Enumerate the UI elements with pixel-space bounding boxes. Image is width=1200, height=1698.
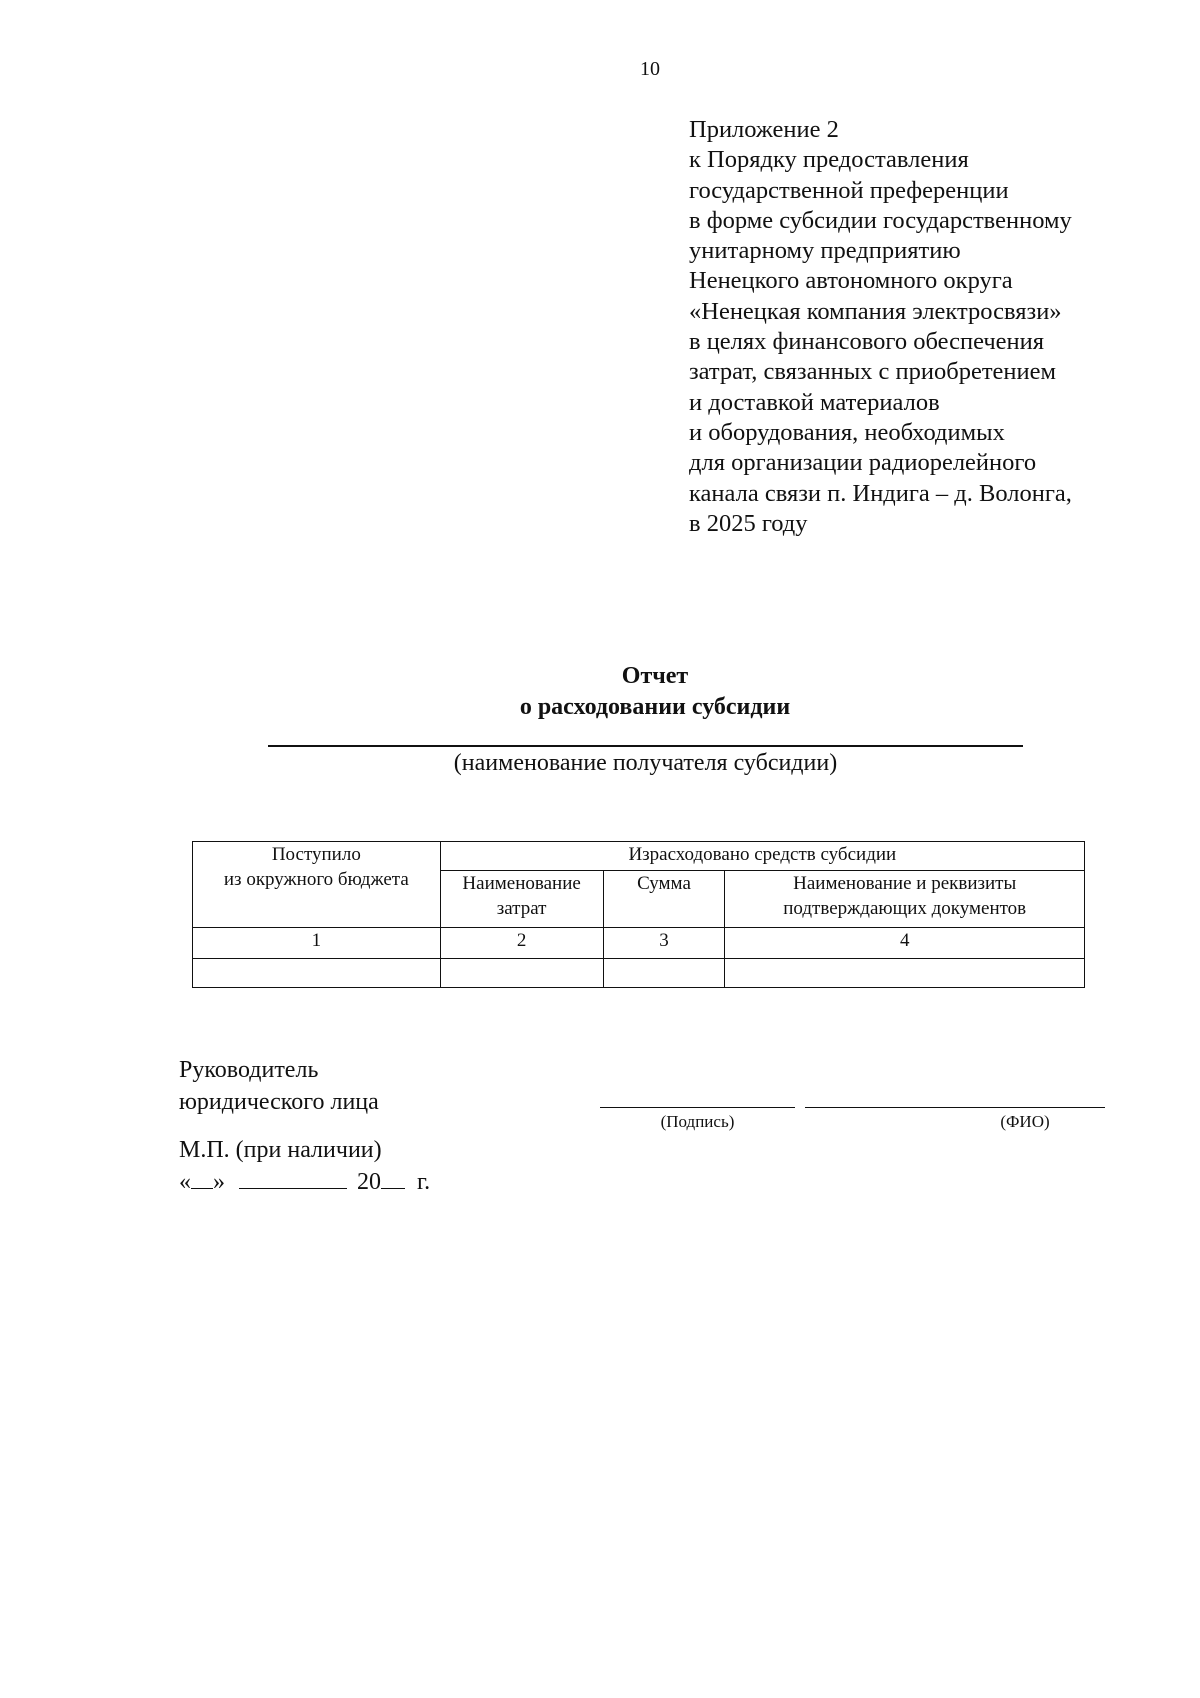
header-cost-name: Наименование затрат (440, 871, 603, 928)
signer-label (179, 1054, 379, 1118)
month-blank (239, 1166, 347, 1189)
year-blank (381, 1166, 405, 1189)
header-amount: Сумма (603, 871, 725, 928)
appendix-line: затрат, связанных с приобретением (689, 358, 1057, 386)
appendix-line: канала связи п. Индига – д. Волонга, (689, 479, 1072, 507)
report-title (270, 661, 1040, 723)
report-table (192, 841, 1085, 988)
table-cell (193, 959, 441, 988)
appendix-line: унитарному предприятию (689, 237, 961, 265)
full-name-line (805, 1107, 1105, 1108)
appendix-line: в 2025 году (689, 509, 808, 537)
appendix-line: и оборудования, необходимых (689, 418, 1005, 446)
signer-line1: Руководитель (179, 1057, 319, 1083)
appendix-line: Ненецкого автономного округа (689, 267, 1013, 295)
appendix-line: государственной преференции (689, 176, 1009, 204)
signature-line (600, 1107, 795, 1108)
appendix-line: и доставкой материалов (689, 388, 940, 416)
header-received: Поступило из окружного бюджета (193, 842, 441, 928)
appendix-line: в целях финансового обеспечения (689, 328, 1045, 356)
full-name-caption: (ФИО) (1000, 1112, 1050, 1131)
date-line (179, 1166, 430, 1198)
recipient-caption: (наименование получателя субсидии) (453, 750, 838, 776)
appendix-line: к Порядку предоставления (689, 146, 969, 174)
column-number: 4 (725, 928, 1085, 959)
table-cell (725, 959, 1085, 988)
report-title-line2: о расходовании субсидии (519, 694, 791, 720)
column-number: 1 (193, 928, 441, 959)
day-blank (191, 1166, 213, 1189)
table-cell (440, 959, 603, 988)
header-documents: Наименование и реквизиты подтверждающих документов (725, 871, 1085, 928)
page-number: 10 (640, 58, 660, 80)
stamp-label: М.П. (при наличии) (179, 1137, 382, 1163)
appendix-line: в форме субсидии государственному (689, 206, 1072, 234)
signature-caption: (Подпись) (660, 1112, 735, 1131)
column-number: 3 (603, 928, 725, 959)
signer-line2: юридического лица (179, 1089, 379, 1115)
year-prefix: 20 (357, 1169, 381, 1195)
column-number: 2 (440, 928, 603, 959)
date-close-quote: » (213, 1169, 225, 1195)
appendix-line: для организации радиорелейного (689, 449, 1037, 477)
report-title-line1: Отчет (621, 663, 689, 689)
table-cell (603, 959, 725, 988)
appendix-line: «Ненецкая компания электросвязи» (689, 297, 1062, 325)
header-spent-group: Израсходовано средств субсидии (440, 842, 1084, 871)
appendix-line: Приложение 2 (689, 116, 839, 143)
appendix-block (689, 115, 1159, 539)
year-suffix: г. (417, 1169, 431, 1195)
date-open-quote: « (179, 1169, 191, 1195)
recipient-name-blank (268, 745, 1023, 747)
